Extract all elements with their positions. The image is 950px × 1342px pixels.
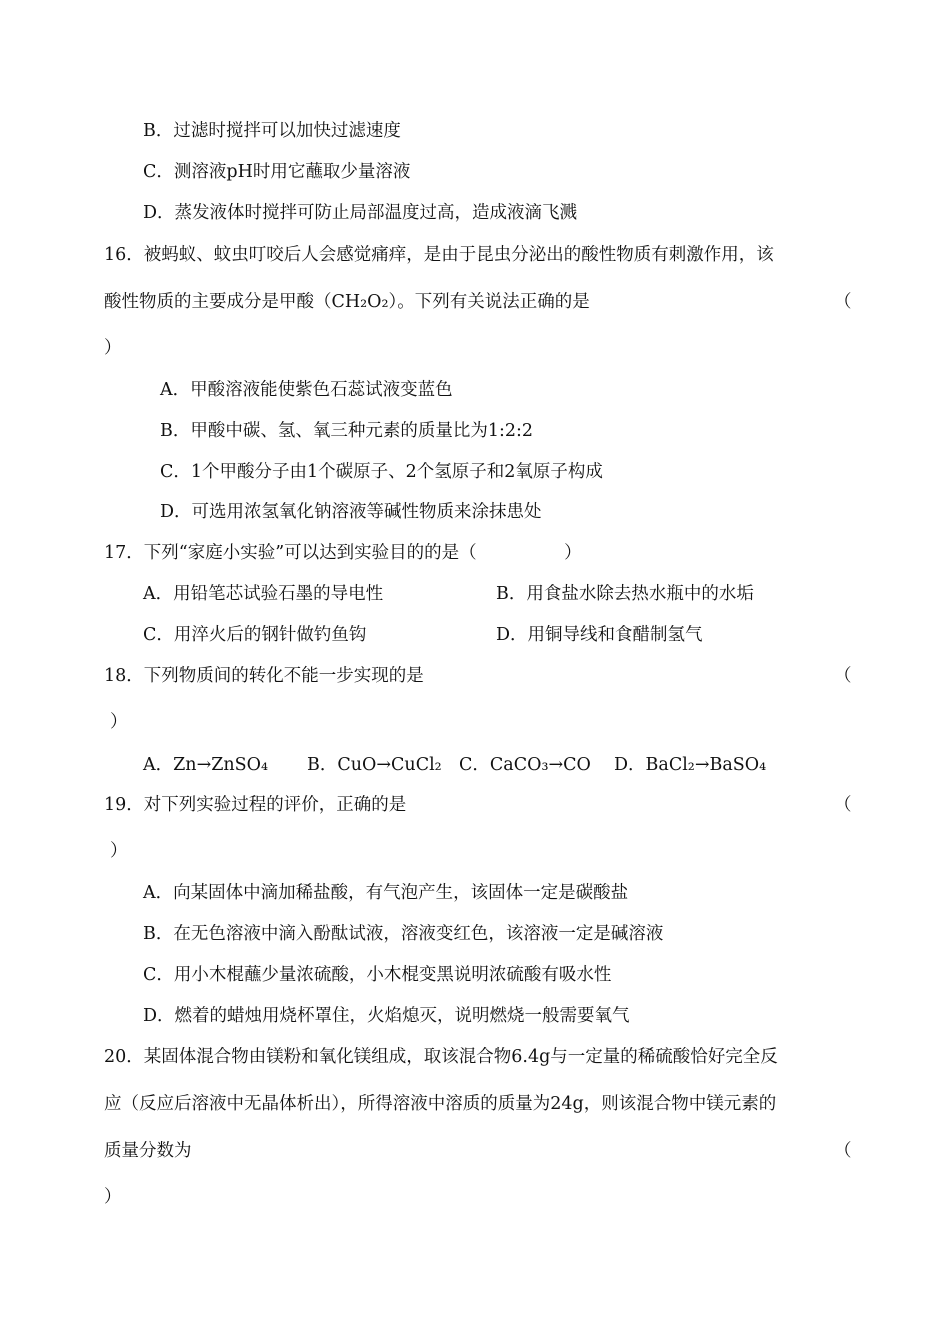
q19-option-c: C．用小木棍蘸少量浓硫酸，小木棍变黑说明浓硫酸有吸水性 (143, 965, 612, 985)
q16-paren-open: （ (834, 292, 852, 312)
q15-option-c: C．测溶液pH时用它蘸取少量溶液 (143, 162, 411, 182)
q18-option-a: A．Zn→ZnSO₄ (143, 755, 269, 775)
q17-option-a: A．用铅笔芯试验石墨的导电性 (143, 584, 384, 604)
q16-paren-close: ） (104, 338, 122, 358)
q19-paren-close: ） (110, 841, 128, 861)
q16-option-d: D．可选用浓氢氧化钠溶液等碱性物质来涂抹患处 (160, 502, 542, 522)
q19-option-b: B．在无色溶液中滴入酚酞试液，溶液变红色，该溶液一定是碱溶液 (143, 924, 664, 944)
q18-stem: 18．下列物质间的转化不能一步实现的是 (104, 666, 424, 686)
q16-option-b: B．甲酸中碳、氢、氧三种元素的质量比为1:2:2 (160, 421, 534, 441)
q18-paren-open: （ (834, 666, 852, 686)
q18-paren-close: ） (110, 712, 128, 732)
q19-option-d: D．燃着的蜡烛用烧杯罩住，火焰熄灭，说明燃烧一般需要氧气 (143, 1006, 630, 1026)
q16-stem-line1: 16．被蚂蚁、蚊虫叮咬后人会感觉痛痒，是由于昆虫分泌出的酸性物质有刺激作用，该 (104, 245, 774, 265)
q16-option-c: C．1个甲酸分子由1个碳原子、2个氢原子和2氧原子构成 (160, 462, 603, 482)
q20-stem-line1: 20．某固体混合物由镁粉和氧化镁组成，取该混合物6.4g与一定量的稀硫酸恰好完全反 (104, 1047, 778, 1067)
q15-option-d: D．蒸发液体时搅拌可防止局部温度过高，造成液滴飞溅 (143, 203, 578, 223)
q16-option-a: A．甲酸溶液能使紫色石蕊试液变蓝色 (160, 380, 453, 400)
q16-stem-line2: 酸性物质的主要成分是甲酸（CH₂O₂）。下列有关说法正确的是 (104, 292, 590, 312)
q18-option-b: B．CuO→CuCl₂ (307, 755, 442, 775)
q20-paren-close: ） (104, 1187, 122, 1207)
q20-paren-open: （ (834, 1141, 852, 1161)
q18-option-c: C．CaCO₃→CO (459, 755, 591, 775)
q20-stem-line3: 质量分数为 (104, 1141, 192, 1161)
q19-option-a: A．向某固体中滴加稀盐酸，有气泡产生，该固体一定是碳酸盐 (143, 883, 629, 903)
q17-option-d: D．用铜导线和食醋制氢气 (496, 625, 703, 645)
q17-option-b: B．用食盐水除去热水瓶中的水垢 (496, 584, 754, 604)
q19-stem: 19．对下列实验过程的评价，正确的是 (104, 795, 407, 815)
q17-stem: 17．下列“家庭小实验”可以达到实验目的的是（ ） (104, 543, 582, 563)
q19-paren-open: （ (834, 795, 852, 815)
q20-stem-line2: 应（反应后溶液中无晶体析出），所得溶液中溶质的质量为24g，则该混合物中镁元素的 (104, 1094, 777, 1114)
q17-option-c: C．用淬火后的钢针做钓鱼钩 (143, 625, 367, 645)
q15-option-b: B．过滤时搅拌可以加快过滤速度 (143, 121, 401, 141)
q18-option-d: D．BaCl₂→BaSO₄ (614, 755, 767, 775)
